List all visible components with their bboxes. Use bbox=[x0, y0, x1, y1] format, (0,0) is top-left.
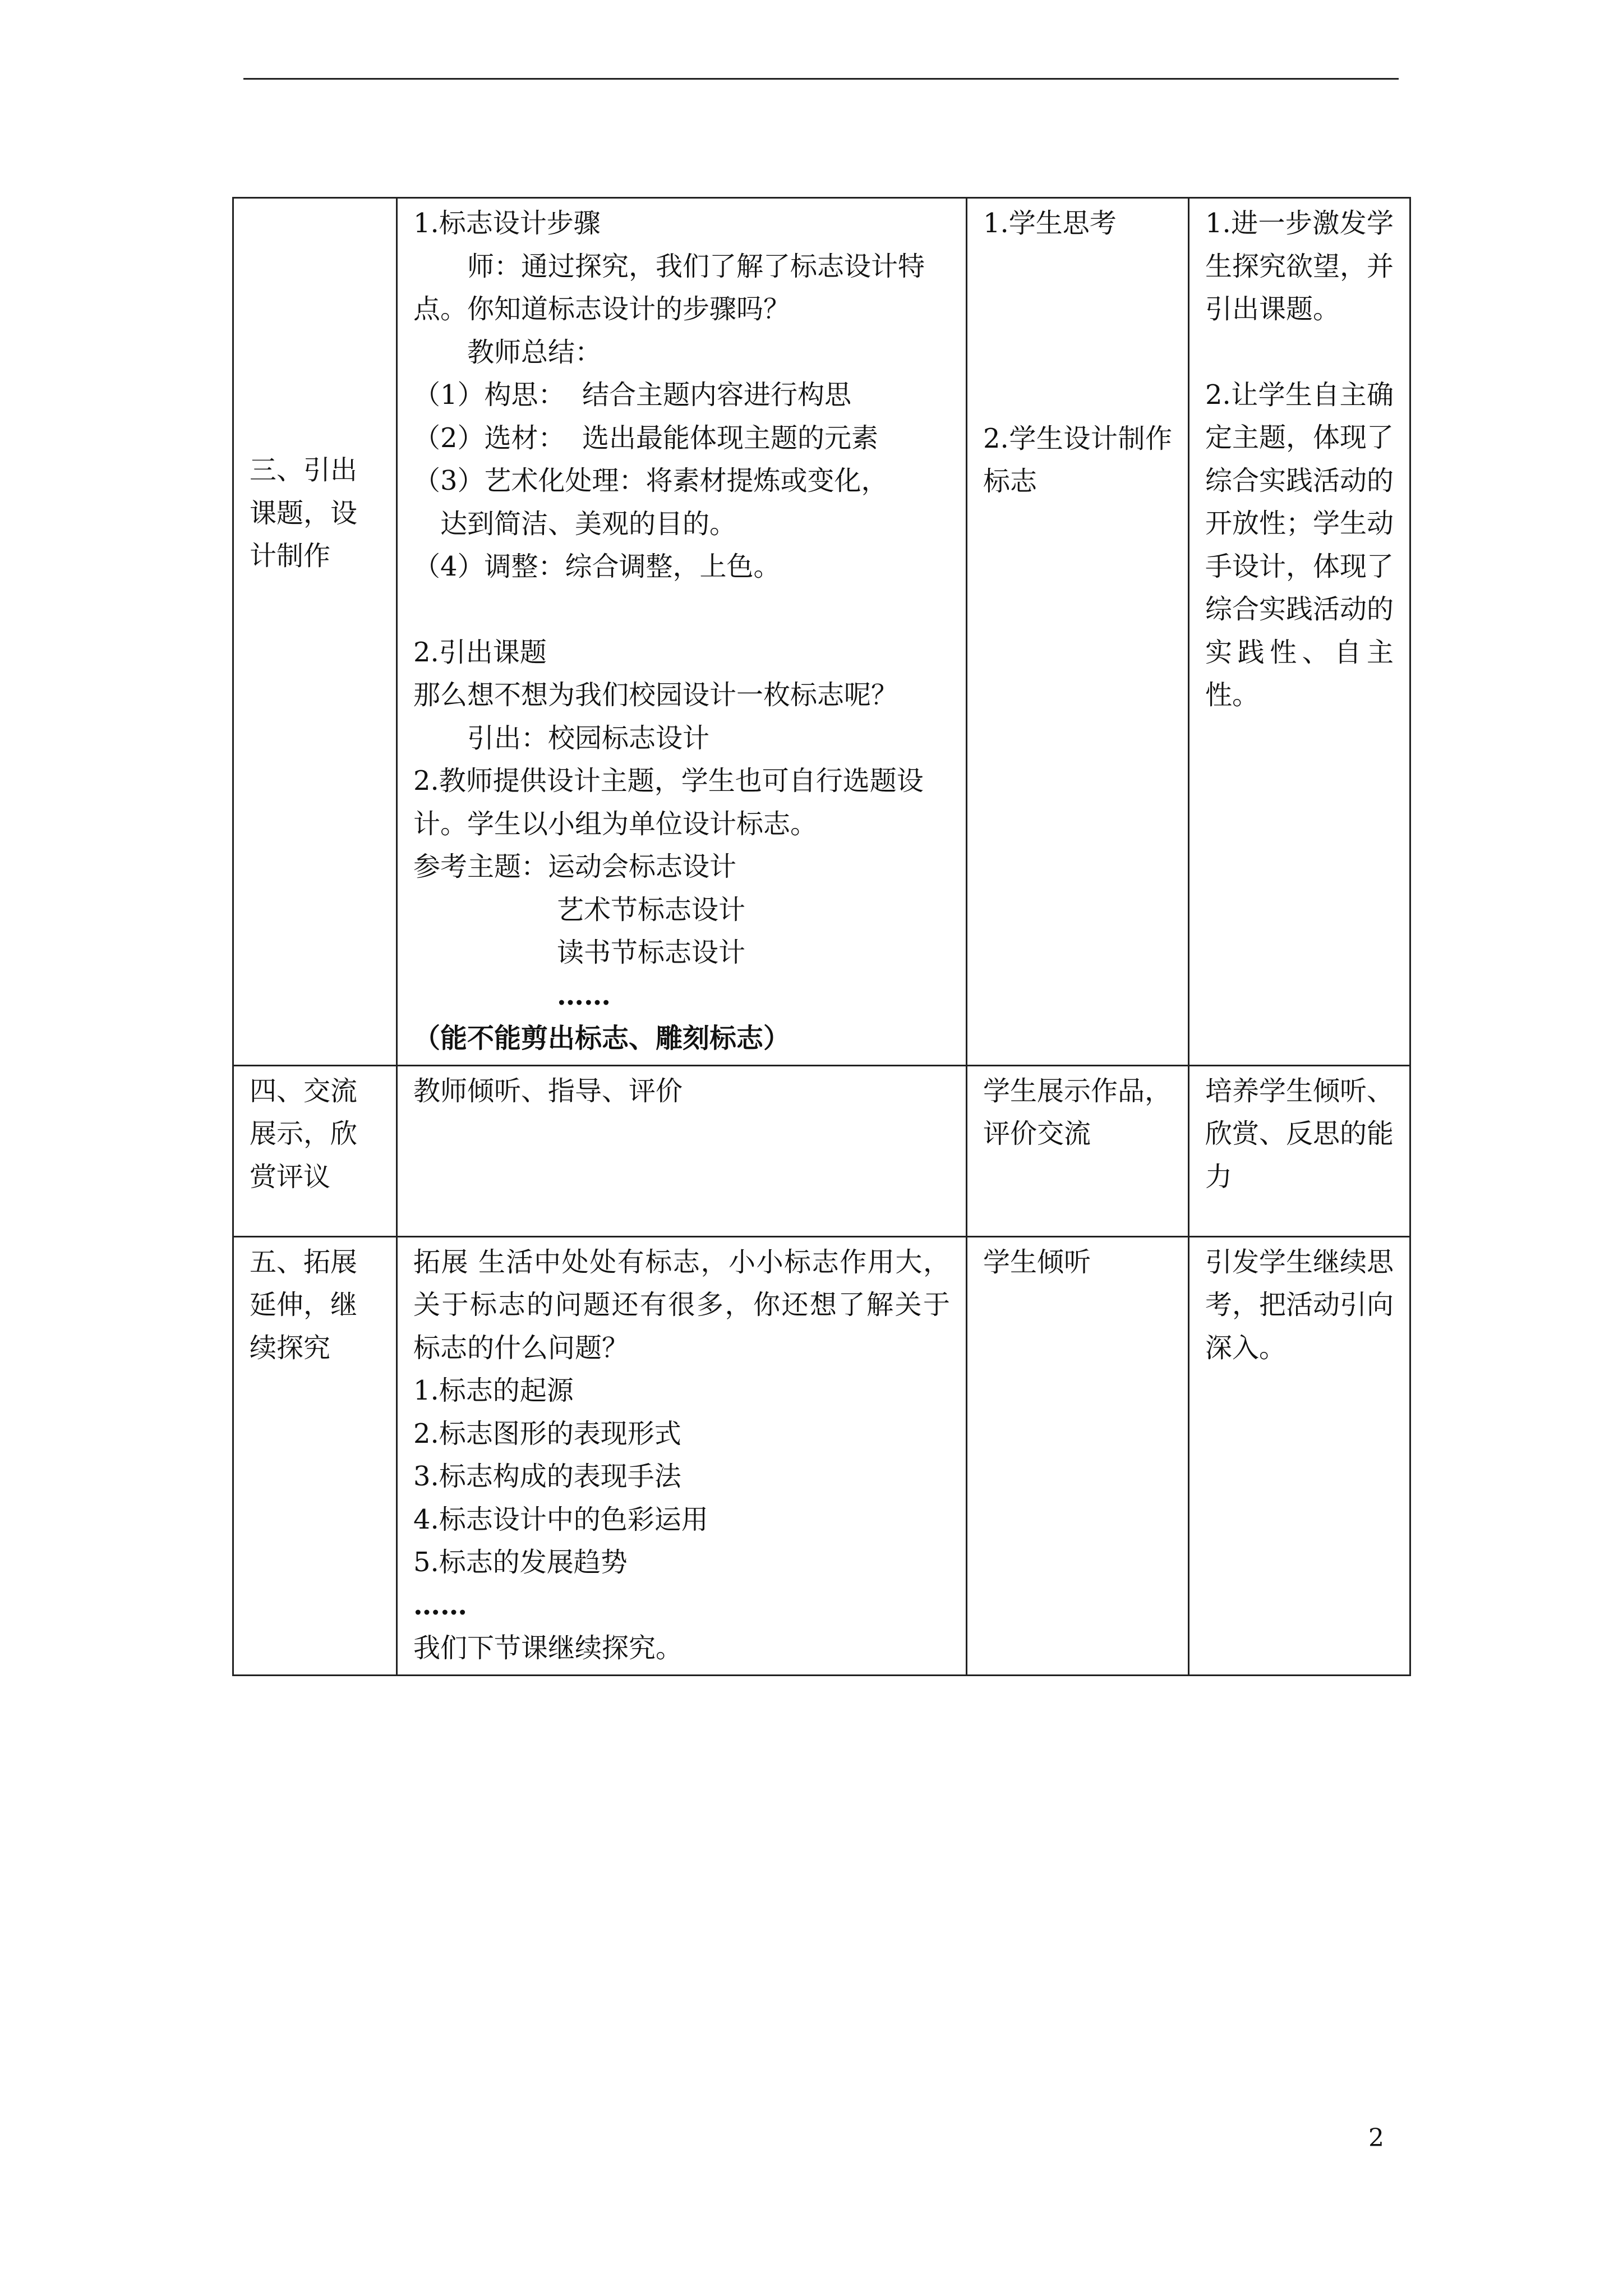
teacher-text-line: 计。学生以小组为单位设计标志。 bbox=[413, 808, 818, 840]
table-row bbox=[233, 1236, 1410, 1675]
student-activity-cell bbox=[967, 1236, 1189, 1675]
student-activity-cell bbox=[967, 1065, 1189, 1236]
design-intent-text: 引发学生继续思考，把活动引向深入。 bbox=[1205, 1246, 1394, 1364]
student-activity-text: 2.学生设计制作标志 bbox=[983, 422, 1172, 497]
reference-topic-line: 艺术节标志设计 bbox=[557, 894, 746, 926]
step-item: （3）艺术化处理：将素材提炼或变化， bbox=[413, 465, 888, 496]
design-intent-text: 1.进一步激发学生探究欲望，并引出课题。 bbox=[1205, 208, 1394, 325]
section-heading: 2.引出课题 bbox=[413, 636, 547, 668]
teacher-activity-cell bbox=[397, 198, 967, 1066]
student-activity-cell bbox=[967, 198, 1189, 1066]
student-activity-text: 学生展示作品，评价交流 bbox=[983, 1075, 1172, 1149]
lesson-topic-line: 引出：校园标志设计 bbox=[467, 722, 710, 754]
ellipsis: …… bbox=[413, 1589, 467, 1621]
question-item: 3.标志构成的表现手法 bbox=[413, 1461, 681, 1492]
reference-topic-line: 参考主题：运动会标志设计 bbox=[413, 851, 737, 882]
teacher-question-line: 师：通过探究，我们了解了标志设计特 bbox=[467, 250, 925, 282]
teacher-activity-cell bbox=[397, 1065, 967, 1236]
closing-line: 我们下节课继续探究。 bbox=[413, 1632, 683, 1664]
page-number: 2 bbox=[1368, 2124, 1384, 2152]
teacher-question-line: 点。你知道标志设计的步骤吗？ bbox=[413, 293, 791, 325]
teacher-summary-label: 教师总结： bbox=[467, 336, 602, 368]
design-intent-text: 2.让学生自主确定主题，体现了综合实践活动的开放性；学生动手设计，体现了综合实践活动的实践性、自主性。 bbox=[1205, 379, 1394, 711]
step-item: （2）选材： 选出最能体现主题的元素 bbox=[413, 422, 879, 454]
stage-cell bbox=[233, 1065, 397, 1236]
bold-question-line: （能不能剪出标志、雕刻标志） bbox=[413, 1023, 791, 1054]
teacher-text-line: 那么想不想为我们校园设计一枚标志呢？ bbox=[413, 679, 898, 711]
teacher-activity-cell bbox=[397, 1236, 967, 1675]
design-intent-cell bbox=[1189, 1065, 1410, 1236]
teacher-activity-text: 教师倾听、指导、评价 bbox=[413, 1075, 683, 1107]
step-item-continued: 达到简洁、美观的目的。 bbox=[440, 508, 737, 540]
student-activity-text: 学生倾听 bbox=[983, 1246, 1091, 1278]
teacher-activity-text: 拓展 生活中处处有标志，小小标志作用大，关于标志的问题还有很多，你还想了解关于标志的什么问题？ bbox=[413, 1246, 950, 1364]
step-item: （1）构思： 结合主题内容进行构思 bbox=[413, 379, 852, 411]
lesson-plan-table bbox=[232, 197, 1411, 1676]
stage-cell bbox=[233, 198, 397, 1066]
stage-text: 五、拓展延伸，继续探究 bbox=[250, 1246, 358, 1364]
question-item: 5.标志的发展趋势 bbox=[413, 1547, 628, 1578]
table-row bbox=[233, 198, 1410, 1066]
design-intent-cell bbox=[1189, 1236, 1410, 1675]
step-heading: 1.标志设计步骤 bbox=[413, 208, 601, 239]
ellipsis: …… bbox=[557, 979, 611, 1011]
question-item: 2.标志图形的表现形式 bbox=[413, 1418, 681, 1450]
table-row bbox=[233, 1065, 1410, 1236]
header-rule bbox=[243, 78, 1399, 80]
student-activity-text: 1.学生思考 bbox=[983, 208, 1117, 239]
design-intent-text: 培养学生倾听、欣赏、反思的能力 bbox=[1205, 1075, 1394, 1193]
teacher-text-line: 2.教师提供设计主题，学生也可自行选题设 bbox=[413, 765, 924, 797]
step-item: （4）调整：综合调整，上色。 bbox=[413, 551, 781, 582]
question-item: 4.标志设计中的色彩运用 bbox=[413, 1503, 708, 1535]
blank-line bbox=[413, 588, 950, 631]
stage-text: 四、交流展示，欣赏评议 bbox=[250, 1075, 358, 1193]
reference-topic-line: 读书节标志设计 bbox=[557, 937, 746, 968]
design-intent-cell bbox=[1189, 198, 1410, 1066]
question-item: 1.标志的起源 bbox=[413, 1375, 574, 1406]
stage-text: 三、引出课题，设计制作 bbox=[250, 454, 358, 572]
stage-cell bbox=[233, 1236, 397, 1675]
